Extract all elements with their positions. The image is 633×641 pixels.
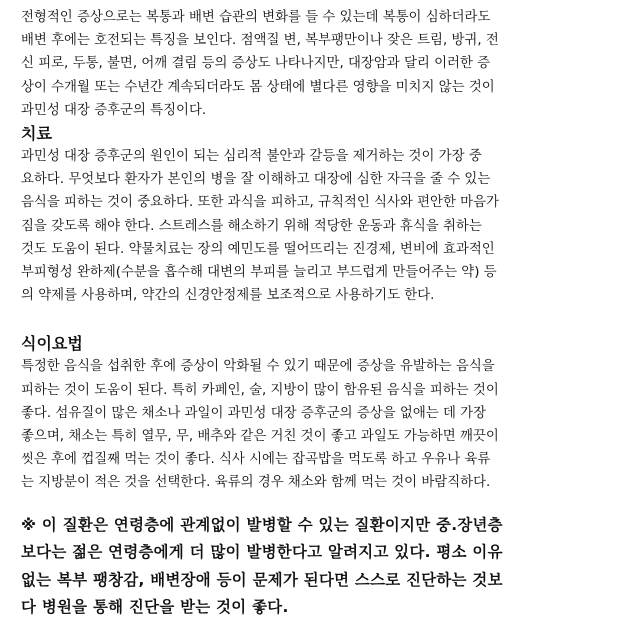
diet-heading: 식이요법 bbox=[21, 334, 83, 354]
text-line: 의 약제를 사용하며, 약간의 신경안정제를 보조적으로 사용하기도 한다. bbox=[21, 288, 435, 304]
text-line: 전형적인 증상으로는 복통과 배변 습관의 변화를 들 수 있는데 복통이 심하더라도 bbox=[21, 10, 491, 25]
text-line: 짐을 갖도록 해야 한다. 스트레스를 해소하기 위해 적당한 운동과 휴식을 취하는 bbox=[21, 218, 482, 234]
text-line: 씻은 후에 껍질째 먹는 것이 좋다. 식사 시에는 잡곡밥을 먹도록 하고 우유나 육류 bbox=[21, 452, 491, 468]
text-line: 다 병원을 통해 진단을 받는 것이 좋다. bbox=[21, 598, 289, 617]
diet-paragraph bbox=[21, 355, 618, 494]
text-line: 음식을 피하는 것이 중요하다. 또한 과식을 피하고, 규칙적인 식사와 편안한 마음가 bbox=[21, 195, 499, 211]
treatment-heading: 치료 bbox=[21, 124, 52, 144]
text-line: 좋으며, 채소는 특히 열무, 무, 배추와 같은 거친 것이 좋고 과일도 가능하면 깨끗이 bbox=[21, 429, 499, 445]
text-line: 신 피로, 두통, 불면, 어깨 결림 등의 증상도 나타나지만, 대장암과 달리 이러한 증 bbox=[21, 56, 491, 72]
note-paragraph bbox=[21, 512, 618, 622]
text-line: 부피형성 완하제(수분을 흡수해 대변의 부피를 늘리고 부드럽게 만들어주는 약) 등 bbox=[21, 265, 497, 281]
text-line: 없는 복부 팽창감, 배변장애 등이 문제가 된다면 스스로 진단하는 것보 bbox=[21, 570, 503, 589]
text-line: 배변 후에는 호전되는 특징을 보인다. 점액질 변, 복부팽만이나 잦은 트림, 방귀, 전 bbox=[21, 33, 499, 49]
text-line: 것도 도움이 된다. 약물치료는 장의 예민도를 떨어뜨리는 진경제, 변비에 효과적인 bbox=[21, 241, 495, 257]
text-line: 좋다. 섬유질이 많은 채소나 과일이 과민성 대장 증후군의 증상을 없애는 데 가장 bbox=[21, 405, 487, 421]
treatment-paragraph bbox=[21, 145, 618, 307]
text-line: 과민성 대장 증후군의 특징이다. bbox=[21, 102, 207, 118]
text-line: 요하다. 무엇보다 환자가 본인의 병을 잘 이해하고 대장에 심한 자극을 줄 수 있는 bbox=[21, 172, 491, 188]
text-line: 피하는 것이 도움이 된다. 특히 카페인, 술, 지방이 많이 함유된 음식을 피하는 것이 bbox=[21, 382, 499, 398]
intro-paragraph bbox=[21, 6, 618, 122]
text-line: 보다는 젊은 연령층에게 더 많이 발병한다고 알려지고 있다. 평소 이유 bbox=[21, 543, 503, 562]
text-line: 특정한 음식을 섭취한 후에 증상이 악화될 수 있기 때문에 증상을 유발하는 음식을 bbox=[21, 359, 495, 375]
text-line: 상이 수개월 또는 수년간 계속되더라도 몸 상태에 별다른 영향을 미치지 않는 것이 bbox=[21, 79, 495, 95]
text-line: ※ 이 질환은 연령층에 관계없이 발병할 수 있는 질환이지만 중.장년층 bbox=[21, 515, 503, 534]
text-line: 는 지방분이 적은 것을 선택한다. 육류의 경우 채소와 함께 먹는 것이 바람직하다. bbox=[21, 475, 491, 491]
text-line: 과민성 대장 증후군의 원인이 되는 심리적 불안과 갈등을 제거하는 것이 가장 중 bbox=[21, 149, 482, 165]
